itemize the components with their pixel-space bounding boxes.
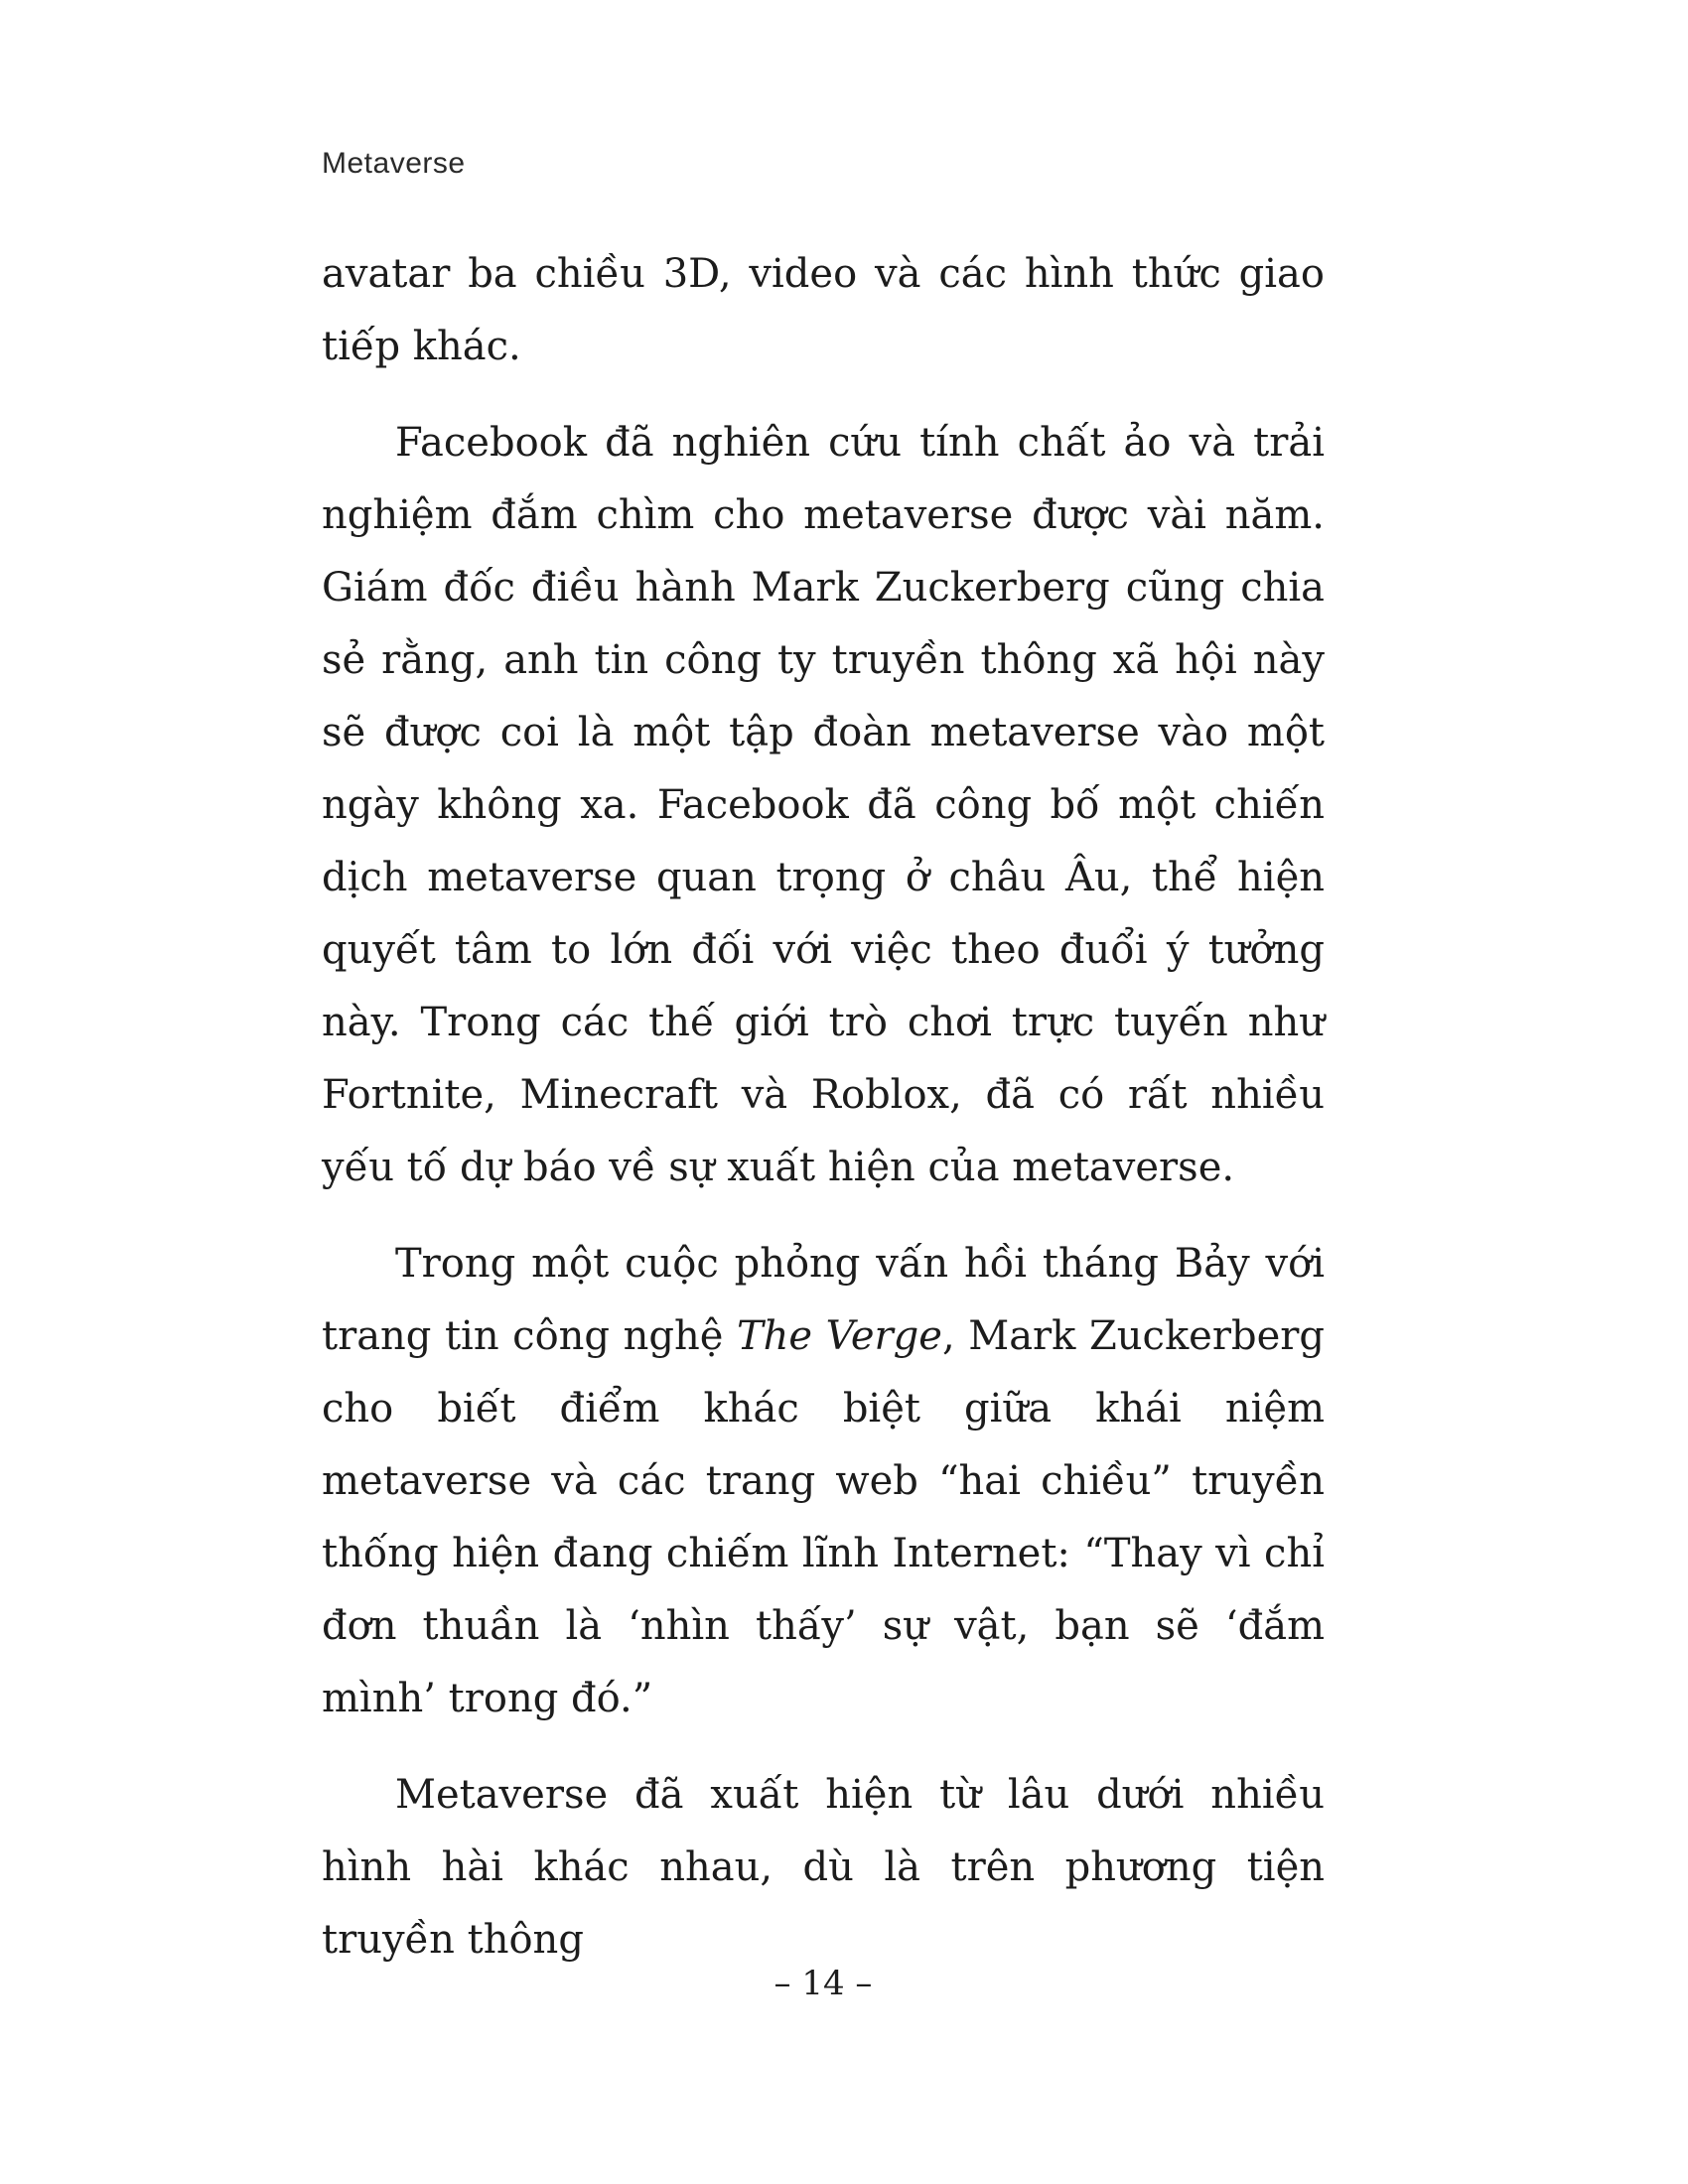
paragraph <box>322 1228 1325 1735</box>
body-text <box>322 238 1325 1977</box>
paragraph: avatar ba chiều 3D, video và các hình thức giao tiếp khác. <box>322 251 1325 369</box>
paragraph-text: , Mark Zuckerberg cho biết điểm khác biệt giữa khái niệm metaverse và các trang web “hai chiều” truyền thống hiện đang chiếm lĩnh Internet: “Thay vì chỉ đơn thuần là ‘nhìn thấy’ sự vật, bạn sẽ ‘đắm mình’ trong đó.” <box>322 1313 1325 1721</box>
paragraph-text: Trong một cuộc phỏng vấn hồi tháng Bảy với trang tin công nghệ <box>322 1241 1325 1359</box>
running-header: Metaverse <box>322 147 466 180</box>
publication-name: The Verge <box>736 1313 942 1359</box>
paragraph: Facebook đã nghiên cứu tính chất ảo và trải nghiệm đắm chìm cho metaverse được vài năm. Giám đốc điều hành Mark Zuckerberg cũng chia sẻ rằng, anh tin công ty truyền thông xã hội này sẽ được coi là một tập đoàn metaverse vào một ngày không xa. Facebook đã công bố một chiến dịch metaverse quan trọng ở châu Âu, thể hiện quyết tâm to lớn đối với việc theo đuổi ý tưởng này. Trong các thế giới trò chơi trực tuyến như Fortnite, Minecraft và Roblox, đã có rất nhiều yếu tố dự báo về sự xuất hiện của metaverse. <box>322 420 1325 1190</box>
paragraph: Metaverse đã xuất hiện từ lâu dưới nhiều hình hài khác nhau, dù là trên phương tiện truyền thông <box>322 1772 1325 1963</box>
text-column <box>322 147 1325 1977</box>
page-number: – 14 – <box>774 1964 873 2003</box>
